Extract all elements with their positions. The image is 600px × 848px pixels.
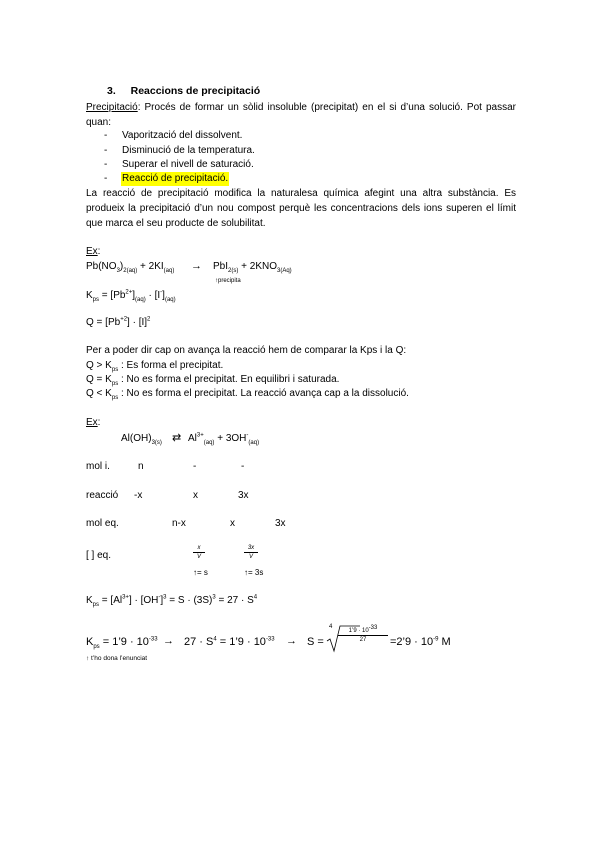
- table-cell: x: [193, 490, 198, 501]
- table-cell: n-x: [172, 518, 186, 529]
- arrow-icon: →: [163, 635, 174, 647]
- s-equals: S =: [307, 636, 324, 648]
- definition-term: Precipitació: [86, 102, 138, 113]
- final-calculation-step: $27 \cdot S^4$ = 1’9 · $10^{-33}$: [184, 636, 275, 648]
- section-number: 3.: [107, 85, 116, 97]
- final-calculation: $K_{ps}$ = 1’9 · $10^{-33}$: [86, 636, 158, 651]
- comparison-row: $Q < K_{ps}$ : No es forma el precipitat. La reacció avança cap a la dissolució.: [86, 388, 409, 401]
- bullet-marker: -: [104, 130, 108, 141]
- table-cell: x: [230, 518, 235, 529]
- definition-text: : Procés de formar un sòlid insoluble (precipitat) en el si d’una solució. Pot passar quan:: [86, 102, 516, 128]
- definition-paragraph: [86, 100, 516, 130]
- bullet-marker: -: [104, 173, 108, 184]
- table-cell: -x: [134, 490, 143, 501]
- table-cell: 3x: [238, 490, 249, 501]
- reaction-products-1: $PbI_{2(s)} + 2KNO_{3(Aq)}$: [213, 261, 292, 274]
- list-item: Disminució de la temperatura.: [122, 145, 255, 156]
- example-label: Ex:: [86, 246, 101, 257]
- comparison-row: $Q = K_{ps}$ : No es forma el precipitat. En equilibri i saturada.: [86, 374, 340, 387]
- kps-expression: $K_{ps} = [Pb^{2+}]_{(aq)} \cdot [I^-]_{(aq)}$: [86, 289, 176, 303]
- section-title: Reaccions de precipitació: [130, 85, 261, 97]
- table-cell: -: [193, 461, 197, 472]
- table-row-label: mol i.: [86, 461, 110, 472]
- bullet-marker: -: [104, 145, 108, 156]
- arrow-icon: →: [286, 635, 297, 647]
- table-cell: -: [241, 461, 245, 472]
- root-fraction: 1’9 · $10^{-33}$ 27: [338, 628, 388, 643]
- equals-3s-note: ↑= 3s: [244, 568, 264, 577]
- reaction-arrow-icon: →: [191, 260, 202, 272]
- reaction-equation-1: $Pb(NO_3)_{2(aq)} + 2KI_{(aq)}$: [86, 261, 175, 274]
- fraction-3x-over-v: 3x V: [244, 545, 258, 560]
- concentration-label: [ ] eq.: [86, 550, 112, 561]
- table-cell: 3x: [275, 518, 286, 529]
- fraction-x-over-v: x V: [193, 545, 205, 560]
- table-cell: n: [138, 461, 144, 472]
- equilibrium-arrow-icon: ⇄: [172, 432, 182, 444]
- list-item: Superar el nivell de saturació.: [122, 159, 254, 170]
- bullet-marker: -: [104, 159, 108, 170]
- reaction-equation-2: $Al(OH)_{3(s)}$: [121, 433, 162, 446]
- reaction-products-2: $Al^{3+}_{(aq)} + 3OH^-_{(aq)}$: [188, 432, 260, 446]
- comparison-row: $Q > K_{ps}$ : Es forma el precipitat.: [86, 360, 224, 373]
- list-item-highlighted: Reacció de precipitació.: [122, 173, 229, 184]
- section-heading: [107, 86, 260, 97]
- s-result: =2’9 · $10^{-9}$ M: [390, 636, 451, 648]
- equals-s-note: ↑= s: [193, 568, 208, 577]
- root-index: 4: [329, 624, 333, 630]
- comparison-intro: Per a poder dir cap on avança la reacció hem de comparar la Kps i la Q:: [86, 345, 407, 356]
- given-note: ↑ t’ho dona l’enunciat: [86, 655, 148, 662]
- table-row-label: reacció: [86, 490, 119, 501]
- example-label: Ex:: [86, 417, 101, 428]
- table-row-label: mol eq.: [86, 518, 119, 529]
- kps-derivation: $K_{ps} = [Al^{3+}] \cdot [OH^-]^3 = S \cdot (3S)^3 = 27 \cdot S^4$: [86, 594, 258, 608]
- list-item: Vaporització del dissolvent.: [122, 130, 243, 141]
- precipita-note: ↑precipita: [215, 278, 241, 284]
- explanation-paragraph: La reacció de precipitació modifica la naturalesa química afegint una altra substància. Es produeix la precipitació d’un nou compost perquè les concentracions dels ions superen el límit que marca el seu producte de solubilitat.: [86, 188, 516, 229]
- q-expression: $Q = [Pb^{+2}] \cdot [I]^2$: [86, 316, 151, 328]
